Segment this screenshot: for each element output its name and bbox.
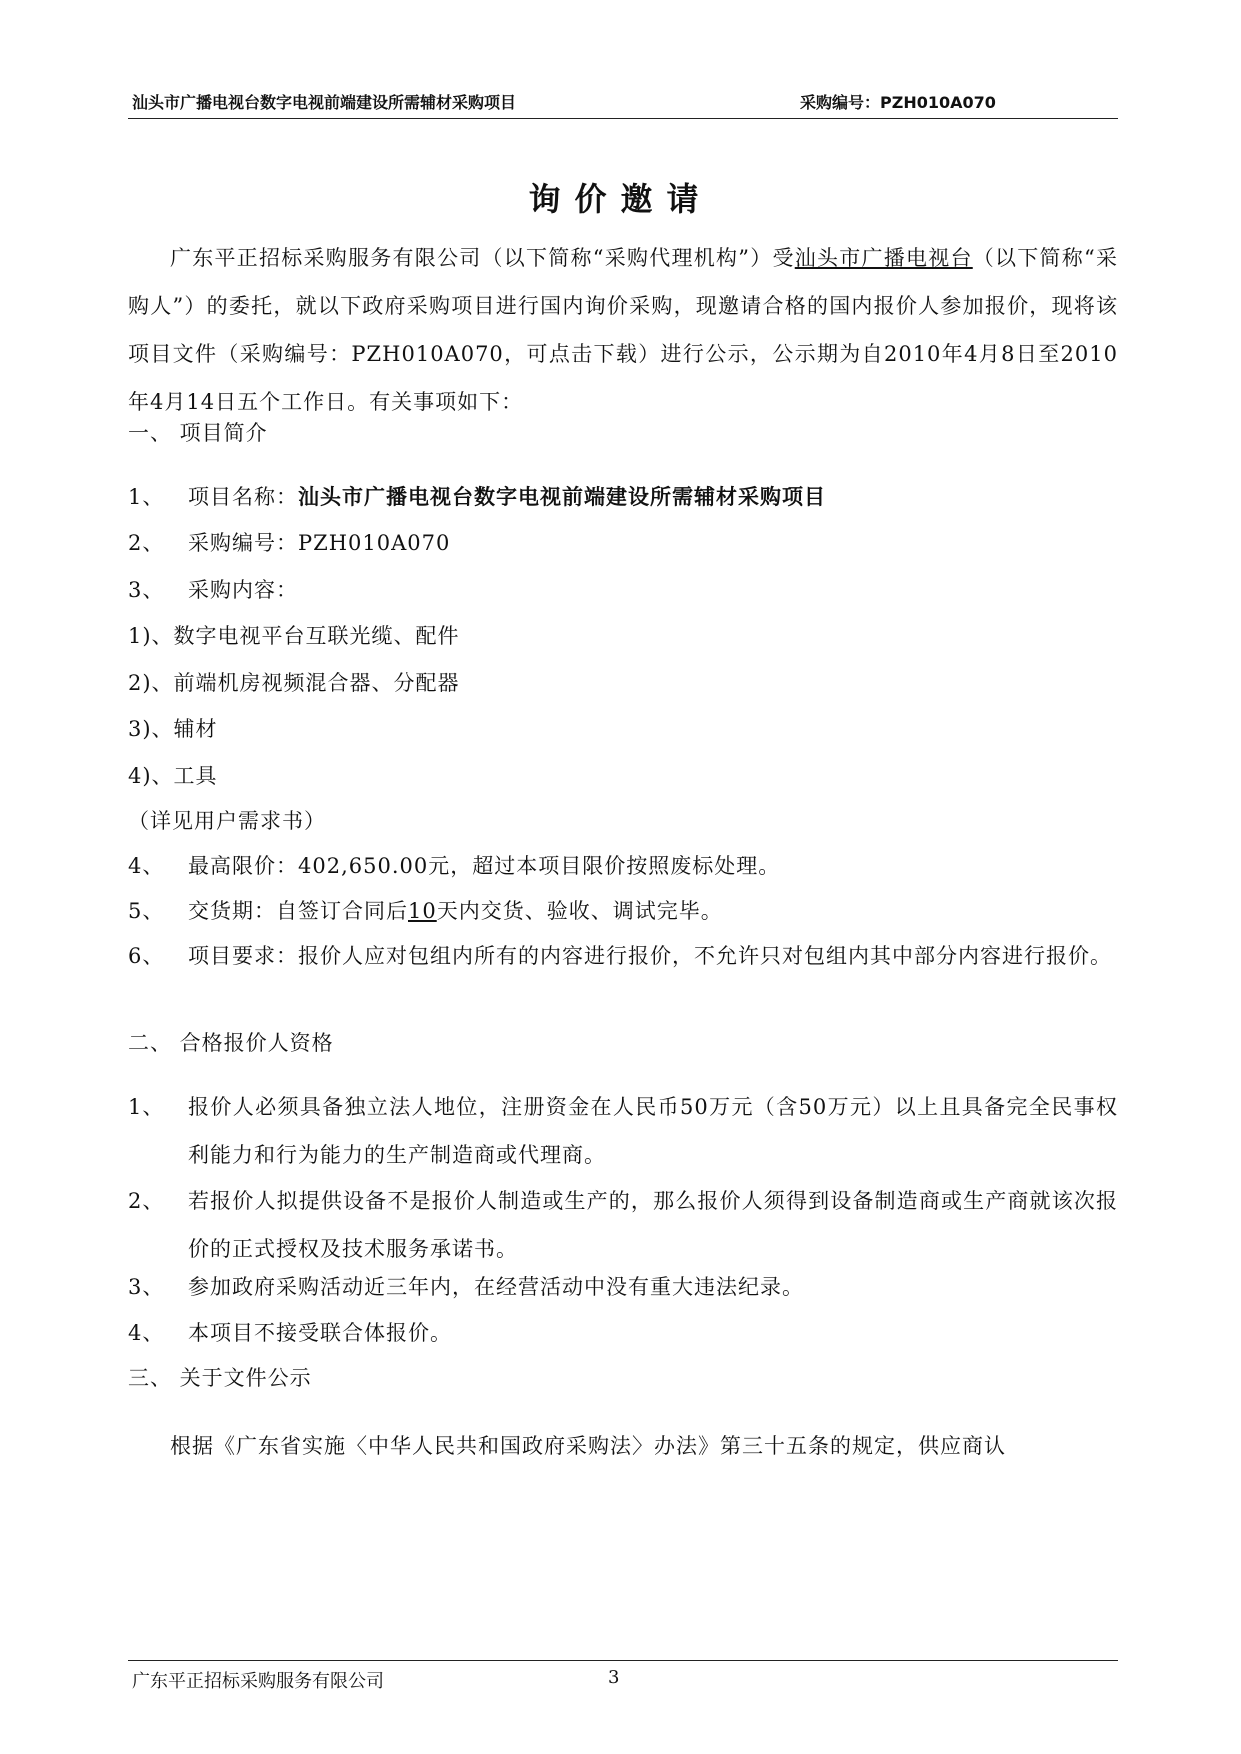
intro-paragraph	[128, 234, 1118, 426]
subitem-2: 2)、前端机房视频混合器、分配器	[128, 671, 460, 695]
item-text: 采购编号：PZH010A070	[188, 531, 451, 555]
item-number: 3、	[128, 578, 165, 602]
section-3-paragraph: 根据《广东省实施〈中华人民共和国政府采购法〉办法》第三十五条的规定，供应商认	[170, 1434, 1006, 1458]
subitem-4: 4)、工具	[128, 764, 218, 788]
subitem-3: 3)、辅材	[128, 717, 218, 741]
item-number: 1、	[128, 485, 165, 509]
project-name-value: 汕头市广播电视台数字电视前端建设所需辅材采购项目	[298, 485, 826, 509]
section-1-heading: 一、 项目简介	[128, 421, 268, 445]
item-text: 报价人必须具备独立法人地位，注册资金在人民币50万元（含50万元）以上且具备完全民事权利能力和行为能力的生产制造商或代理商。	[188, 1095, 1118, 1167]
footer-company: 广东平正招标采购服务有限公司	[132, 1671, 384, 1692]
page-footer	[128, 1660, 1118, 1691]
document-title: 询价邀请	[528, 180, 713, 218]
item-number: 4、	[128, 1321, 165, 1345]
item-text: 本项目不接受联合体报价。	[188, 1321, 452, 1345]
delivery-pre: 交货期：自签订合同后	[188, 899, 408, 923]
project-name-label: 项目名称：	[188, 485, 298, 509]
delivery-days: 10	[408, 899, 437, 923]
item-number: 2、	[128, 531, 165, 555]
item-number: 4、	[128, 854, 165, 878]
item-text	[188, 482, 826, 512]
intro-text-1: 广东平正招标采购服务有限公司（以下简称“采购代理机构”）受	[170, 246, 795, 270]
section-3-heading: 三、 关于文件公示	[128, 1366, 312, 1390]
intro-text-2: （以下简称“采购人”）的委托，就以下政府采购项目进行国内询价采购，现邀请合格的国内报价人参加报价，现将该项目文件（采购编号：PZH010A070，可点击下载）进行公示，公示期为自2010年4月8日至2010年4月14日五个工作日。有关事项如下：	[128, 246, 1118, 414]
item-text: 若报价人拟提供设备不是报价人制造或生产的，那么报价人须得到设备制造商或生产商就该次报价的正式授权及技术服务承诺书。	[188, 1189, 1118, 1261]
item-number: 5、	[128, 899, 165, 923]
page-header	[128, 88, 1118, 119]
page-number: 3	[608, 1667, 620, 1688]
item-text: 项目要求：报价人应对包组内所有的内容进行报价，不允许只对包组内其中部分内容进行报价。	[188, 944, 1112, 968]
item-text: 参加政府采购活动近三年内，在经营活动中没有重大违法纪录。	[188, 1275, 804, 1299]
delivery-post: 天内交货、验收、调试完毕。	[436, 899, 723, 923]
item-number: 1、	[128, 1095, 165, 1119]
item-text: 最高限价：402,650.00元，超过本项目限价按照废标处理。	[188, 854, 781, 878]
item-number: 2、	[128, 1189, 165, 1213]
header-title: 汕头市广播电视台数字电视前端建设所需辅材采购项目	[132, 93, 517, 112]
item-text: 采购内容：	[188, 578, 298, 602]
intro-purchaser: 汕头市广播电视台	[794, 246, 973, 270]
item-text	[188, 896, 723, 926]
header-procurement-code: 采购编号：PZH010A070	[800, 93, 996, 112]
section-2-heading: 二、 合格报价人资格	[128, 1031, 334, 1055]
item-number: 3、	[128, 1275, 165, 1299]
item-number: 6、	[128, 944, 165, 968]
requirements-note: （详见用户需求书）	[128, 809, 326, 833]
subitem-1: 1)、数字电视平台互联光缆、配件	[128, 624, 460, 648]
